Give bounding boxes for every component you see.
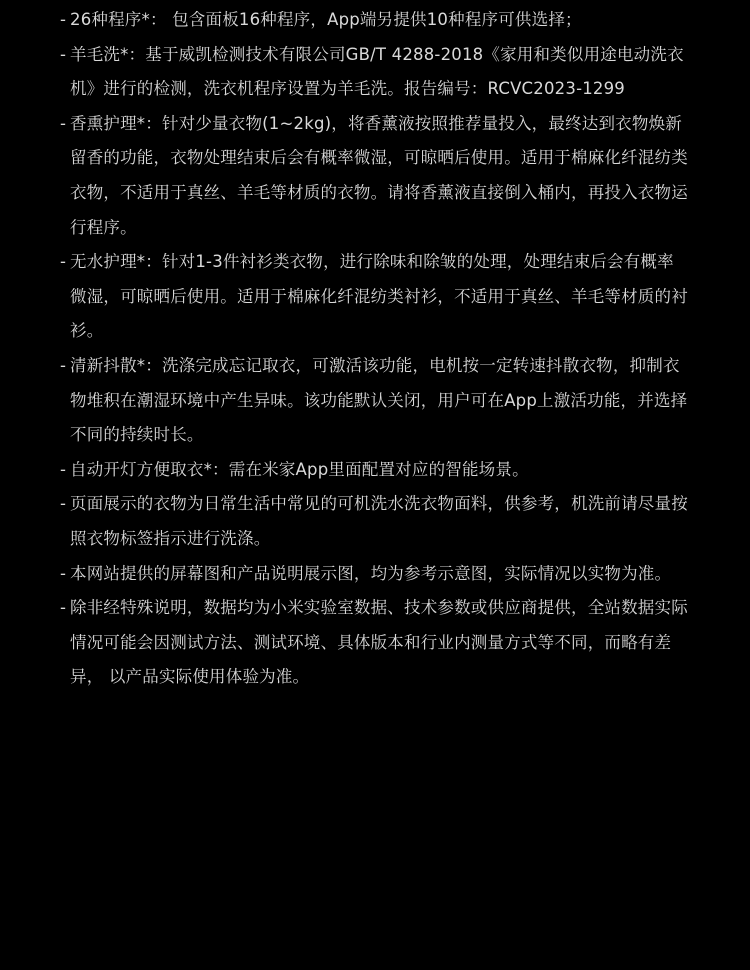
list-item-program-count — [60, 3, 690, 38]
list-item-fragrance-care — [60, 107, 690, 245]
bullet-dash: - — [60, 44, 67, 64]
note-text: 本网站提供的屏幕图和产品说明展示图，均为参考示意图，实际情况以实物为准。 — [70, 563, 672, 583]
note-text: 香熏护理*：针对少量衣物(1~2kg)，将香薰液按照推荐量投入，最终达到衣物焕新留香的功能，衣物处理结束后会有概率微湿，可晾晒后使用。适用于棉麻化纤混纺类衣物，不适用于真丝、羊毛等材质的衣物。请将香薰液直接倒入桶内，再投入衣物运行程序。 — [70, 113, 688, 237]
list-item-waterless-care — [60, 245, 690, 349]
bullet-dash: - — [60, 459, 67, 479]
bullet-dash: - — [60, 10, 67, 29]
bullet-dash: - — [60, 598, 67, 618]
list-item-auto-light — [60, 453, 690, 488]
bullet-dash: - — [60, 494, 67, 514]
disclaimer-list — [60, 3, 690, 695]
note-text: 无水护理*：针对1-3件衬衫类衣物，进行除味和除皱的处理，处理结束后会有概率微湿，可晾晒后使用。适用于棉麻化纤混纺类衬衫，不适用于真丝、羊毛等材质的衬衫。 — [70, 252, 688, 341]
note-text: 26种程序*： 包含面板16种程序，App端另提供10种程序可供选择； — [70, 10, 582, 29]
note-text: 页面展示的衣物为日常生活中常见的可机洗水洗衣物面料，供参考，机洗前请尽量按照衣物标签指示进行洗涤。 — [70, 494, 688, 548]
list-item-wool-wash — [60, 38, 690, 107]
list-item-fresh-tumble — [60, 349, 690, 453]
bullet-dash: - — [60, 113, 67, 133]
list-item-image-disclaimer — [60, 557, 690, 592]
bullet-dash: - — [60, 252, 67, 272]
list-item-fabric-reference — [60, 487, 690, 556]
note-text: 清新抖散*：洗涤完成忘记取衣，可激活该功能，电机按一定转速抖散衣物，抑制衣物堆积在潮湿环境中产生异味。该功能默认关闭，用户可在App上激活功能，并选择不同的持续时长。 — [70, 355, 688, 445]
note-text: 羊毛洗*：基于威凯检测技术有限公司GB/T 4288-2018《家用和类似用途电动洗衣机》进行的检测，洗衣机程序设置为羊毛洗。报告编号：RCVC2023-1299 — [70, 44, 684, 99]
note-text: 自动开灯方便取衣*：需在米家App里面配置对应的智能场景。 — [70, 459, 529, 479]
list-item-data-disclaimer — [60, 591, 690, 695]
bullet-dash: - — [60, 355, 67, 375]
note-text: 除非经特殊说明，数据均为小米实验室数据、技术参数或供应商提供，全站数据实际情况可能会因测试方法、测试环境、具体版本和行业内测量方式等不同，而略有差异， 以产品实际使用体验为准。 — [70, 598, 688, 687]
bullet-dash: - — [60, 563, 67, 583]
